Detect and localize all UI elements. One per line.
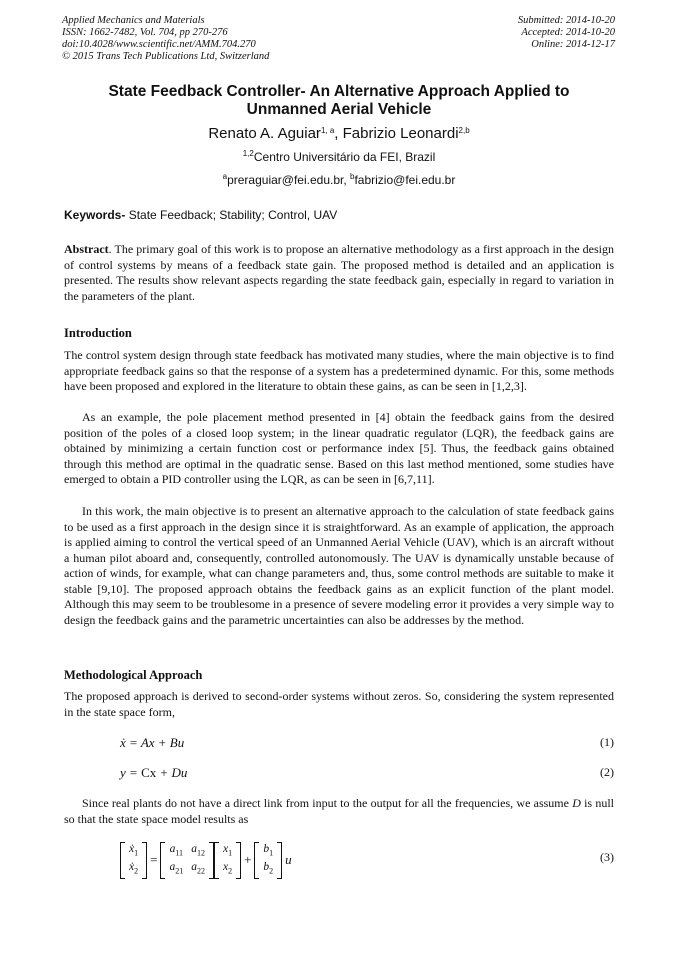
doi-line[interactable]: doi:10.4028/www.scientific.net/AMM.704.270 xyxy=(62,39,256,50)
email-a[interactable]: preraguiar@fei.edu.br xyxy=(227,173,344,187)
method-paragraph-2 xyxy=(64,796,614,827)
method-paragraph-1: The proposed approach is derived to second-order systems without zeros. So, considering the system represented in the state space form, xyxy=(64,689,614,719)
equation-3-number-row xyxy=(64,850,614,868)
affiliation-sup: 1,2 xyxy=(242,149,254,158)
eq2-lhs: y xyxy=(120,765,126,780)
issn-line: ISSN: 1662-7482, Vol. 704, pp 270-276 xyxy=(62,27,228,38)
x2-sym: x xyxy=(222,861,229,874)
method-p2-start: Since real plants do not have a direct link from input to the output for all the frequencies, we assume xyxy=(82,796,573,810)
author-2: Fabrizio Leonardi xyxy=(342,125,459,142)
equation-2 xyxy=(64,765,614,783)
email-b-sup: b xyxy=(350,172,355,181)
b1-sym: b xyxy=(263,843,270,855)
xdot-2-sym: ẋ xyxy=(129,861,135,874)
b2-sym: b xyxy=(263,861,270,874)
affiliation-text: Centro Universitário da FEI, Brazil xyxy=(253,150,436,164)
x-vector: $x_1$ $x_2$ xyxy=(214,842,241,879)
author-2-sup: 2,b xyxy=(458,126,470,135)
author-1: Renato A. Aguiar xyxy=(208,125,321,142)
methodology-heading: Methodological Approach xyxy=(64,668,203,682)
eq3-plus: + xyxy=(244,852,252,868)
author-1-sup: 1, a xyxy=(320,126,335,135)
a22-sym: a xyxy=(191,861,197,874)
method-p2-var: D xyxy=(572,796,581,810)
b-vector: $b_1$ $b_2$ xyxy=(254,842,282,879)
introduction-heading: Introduction xyxy=(64,326,132,340)
abstract-text: . The primary goal of this work is to propose an alternative methodology as a first approach in the design of control systems by means of a feedback state gain. The proposed method is detailed and an application is presented. The results show relevant aspects regarding the state feedback gain, especially in regard to variation in the parameters of the plant. xyxy=(64,242,614,303)
equation-2-body xyxy=(120,765,187,781)
journal-info xyxy=(62,15,269,63)
a11-sym: a xyxy=(169,843,176,855)
dates-info xyxy=(518,15,615,51)
eq1-rhs: = Ax + Bu xyxy=(125,735,185,750)
eq2-eq: = xyxy=(125,765,142,780)
a-matrix: $a_{11}$ $a_{12}$ $a_{21}$ $a_{22}$ xyxy=(160,842,214,879)
equation-1-number: (1) xyxy=(600,735,614,749)
eq1-lhs: ẋ xyxy=(120,735,126,750)
author-separator: , xyxy=(334,125,343,142)
keywords-label: Keywords- xyxy=(64,208,126,222)
title-line-2: Unmanned Aerial Vehicle xyxy=(246,101,432,118)
x1-sym: x xyxy=(222,843,229,855)
email-separator: , xyxy=(343,173,350,187)
author-list xyxy=(40,125,638,143)
eq2-rest: + Du xyxy=(156,765,188,780)
eq3-u: u xyxy=(285,852,292,868)
xdot-vector: ẋ$_1$ ẋ$_2$ xyxy=(120,842,147,879)
email-b[interactable]: fabrizio@fei.edu.br xyxy=(354,173,456,187)
journal-name: Applied Mechanics and Materials xyxy=(62,15,205,26)
a12-sym: a xyxy=(191,843,197,855)
affiliation xyxy=(40,150,638,164)
equation-1 xyxy=(64,735,614,753)
equation-1-body xyxy=(120,735,184,751)
title-line-1: State Feedback Controller- An Alternative Approach Applied to xyxy=(108,83,570,100)
submitted-date: Submitted: 2014-10-20 xyxy=(517,15,615,26)
copyright-line: © 2015 Trans Tech Publications Ltd, Switzerland xyxy=(62,51,270,62)
equation-3-number: (3) xyxy=(600,850,614,864)
email-list xyxy=(40,173,638,187)
accepted-date: Accepted: 2014-10-20 xyxy=(521,27,615,38)
method-p2-end: is null so that the state space model results as xyxy=(64,796,614,826)
intro-paragraph-2: As an example, the pole placement method presented in [4] obtain the feedback gains from the desired position of the poles of a closed loop system; in the linear quadratic regulator (LQR), the feedback gains are obtained by minimizing a certain function cost or performance index [5]. Thus, the feedback gains obtained through this method are optimal in the quadratic sense. Based on this last method mentioned, some studies have emerged to obtain a PID controller using the LQR, as can be seen in [6,7,11]. xyxy=(64,410,614,486)
keywords xyxy=(64,208,614,222)
email-a-sup: a xyxy=(222,172,228,181)
eq3-equals: = xyxy=(150,852,158,868)
paper-title xyxy=(40,83,638,119)
keywords-text: State Feedback; Stability; Control, UAV xyxy=(125,208,338,222)
intro-paragraph-1: The control system design through state feedback has motivated many studies, where the main objective is to find appropriate feedback gains so that the response of a system has a predetermined dynamic. For this, some methods have been proposed and explored in the literature to obtain these gains, as can be seen in [1,2,3]. xyxy=(64,348,614,393)
xdot-1-sym: ẋ xyxy=(129,843,135,855)
abstract xyxy=(64,242,614,304)
eq2-cx: Cx xyxy=(141,765,157,780)
online-date: Online: 2014-12-17 xyxy=(531,39,615,50)
equation-2-number: (2) xyxy=(600,765,614,779)
a21-sym: a xyxy=(169,861,176,874)
abstract-label: Abstract xyxy=(64,242,109,256)
intro-paragraph-3: In this work, the main objective is to present an alternative approach to the calculation of state feedback gains to be used as a first approach in the design since it is straightforward. As an example of application, the approach is applied aiming to control the vertical speed of an Unmanned Aerial Vehicle (UAV), which is an aircraft without a human pilot aboard and, consequently, controlled autonomously. The UAV is dynamically unstable because of action of winds, for example, what can change parameters and, thus, some control methods are suitable to make it stable [9,10]. The proposed approach obtains the feedback gains as an explicit function of the plant model. Although this may seem to be troublesome in a presence of severe modeling error it provides a very simple way to design the feedback gains and the parametric uncertainties can also be addresses by the method. xyxy=(64,504,614,627)
